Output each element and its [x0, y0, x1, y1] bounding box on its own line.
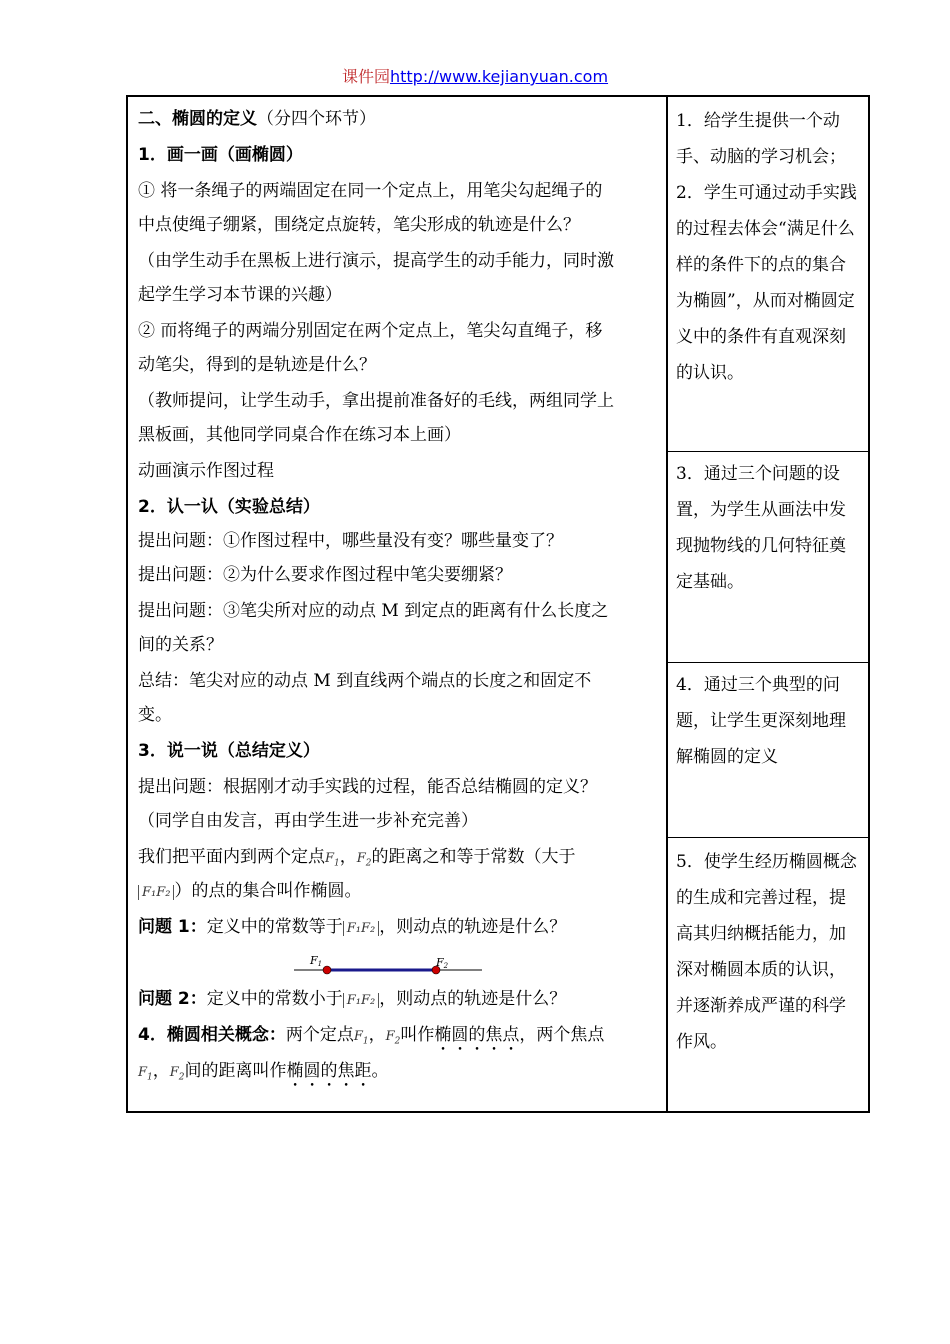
- problem-1: 问题 1：定义中的常数等于 F₁F₂ ，则动点的轨迹是什么？: [138, 917, 567, 937]
- note-text: 5．使学生经历椭圆概念的生成和完善过程，提高其归纳概括能力，加深对椭圆本质的认识，并逐渐养成严谨的科学作风。: [676, 852, 857, 1052]
- question-4: 提出问题：根据刚才动手实践的过程，能否总结椭圆的定义？: [138, 777, 597, 797]
- concepts: 4．椭圆相关概念：两个定点$F_1$，$F_2$叫作椭圆的焦点，两个焦点: [138, 1025, 605, 1047]
- note-cell: [668, 663, 868, 838]
- question-3: 间的关系？: [138, 635, 223, 655]
- site-name: 课件园: [341, 67, 390, 86]
- step2-title: 2．认一认（实验总结）: [138, 497, 320, 517]
- definition: F₁F₂ ）的点的集合叫作椭圆。: [138, 879, 361, 905]
- lesson-table: [126, 95, 870, 1113]
- step1-text: 中点使绳子绷紧，围绕定点旋转，笔尖形成的轨迹是什么？: [138, 215, 580, 235]
- animation-note: 动画演示作图过程: [138, 461, 274, 481]
- question-2: 提出问题：②为什么要求作图过程中笔尖要绷紧？: [138, 565, 512, 585]
- summary: 变。: [138, 705, 172, 725]
- design-notes-column: [668, 97, 868, 1111]
- note-cell: [668, 452, 868, 663]
- note-cell: [668, 97, 868, 452]
- focus-label-2: F2: [436, 956, 449, 970]
- problem-2: 问题 2：定义中的常数小于 F₁F₂ ，则动点的轨迹是什么？: [138, 989, 567, 1009]
- focus-label-1: F1: [310, 955, 323, 968]
- question-1: 提出问题：①作图过程中，哪些量没有变？哪些量变了？: [138, 531, 563, 551]
- step3-title: 3．说一说（总结定义）: [138, 741, 320, 761]
- site-link[interactable]: http://www.kejianyuan.com: [389, 67, 609, 86]
- summary: 总结：笔尖对应的动点 M 到直线两个端点的长度之和固定不: [138, 671, 592, 691]
- step1-note-2: （教师提问，让学生动手，拿出提前准备好的毛线，两组同学上: [138, 391, 614, 411]
- definition: 我们把平面内到两个定点$F_1$，$F_2$的距离之和等于常数（大于: [138, 847, 576, 869]
- step1-text: ① 将一条绳子的两端固定在同一个定点上，用笔尖勾起绳子的: [138, 181, 603, 201]
- note-cell: [668, 838, 868, 1111]
- step1-note: （由学生动手在黑板上进行演示，提高学生的动手能力，同时激: [138, 251, 614, 271]
- concepts: $F_1$，$F_2$间的距离叫作椭圆的焦距。: [138, 1061, 389, 1083]
- question-3: 提出问题：③笔尖所对应的动点 M 到定点的距离有什么长度之: [138, 601, 609, 621]
- section-title: 二、椭圆的定义（分四个环节）: [138, 109, 376, 129]
- content-column: [128, 97, 668, 1111]
- note-text: 3．通过三个问题的设置，为学生从画法中发现抛物线的几何特征奠定基础。: [676, 464, 846, 592]
- step1-text-2: 动笔尖，得到的是轨迹是什么？: [138, 355, 376, 375]
- step1-title: 1．画一画（画椭圆）: [138, 145, 303, 165]
- note-text: 1．给学生提供一个动手、动脑的学习机会；2．学生可通过动手实践的过程去体会“满足什么样的条件下的点的集合为椭圆”，从而对椭圆定义中的条件有直观深刻的认识。: [676, 111, 857, 383]
- question-4-note: （同学自由发言，再由学生进一步补充完善）: [138, 811, 478, 831]
- page-header: [0, 66, 950, 88]
- step1-note: 起学生学习本节课的兴趣）: [138, 285, 342, 305]
- step1-text-2: ② 而将绳子的两端分别固定在两个定点上，笔尖勾直绳子，移: [138, 321, 603, 341]
- step1-note-2: 黑板画，其他同学同桌合作在练习本上画）: [138, 425, 461, 445]
- note-text: 4．通过三个典型的问题，让学生更深刻地理解椭圆的定义: [676, 675, 846, 767]
- focus-point-1: [323, 966, 331, 974]
- segment-diagram: [290, 955, 490, 977]
